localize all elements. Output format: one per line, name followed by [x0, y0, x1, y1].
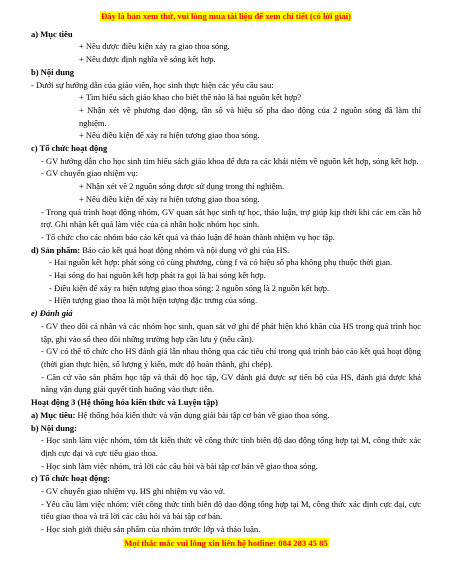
paragraph-text: + Nêu điều kiện để xảy ra hiện tượng giao thoa sóng.	[79, 193, 260, 204]
paragraph-text: - GV có thể tổ chức cho HS đánh giá lẫn nhau thông qua các tiêu chí trong quá trình báo cáo kết quả hoạt động (thời gian thực hiện, số lượng ý kiến, mức độ hoàn thành, ghi chép).	[41, 346, 421, 369]
document-body	[31, 28, 421, 536]
document-paragraph	[31, 40, 421, 53]
paragraph-text: b) Nội dung	[31, 66, 74, 77]
document-page	[31, 10, 421, 550]
paragraph-text: Hoạt động 3 (Hệ thống hóa kiến thức và Luyện tập)	[31, 397, 218, 408]
document-paragraph	[31, 193, 421, 206]
paragraph-text: - Hai nguồn kết hợp: phát sóng có cùng phương, cùng f và có hiệu số pha không phụ thuộc thời gian.	[49, 257, 393, 268]
paragraph-text: + Nhận xét về phương dao động, tần số và hiệu số pha dao động của 2 nguồn sóng đã làm thí nghiệm.	[79, 104, 421, 128]
paragraph-text: c) Tổ chức hoạt động:	[31, 473, 111, 484]
paragraph-text: - Điều kiện để xảy ra hiện tượng giao thoa sóng: 2 nguồn sóng là 2 nguồn kết hợp.	[49, 282, 330, 293]
paragraph-text: - Dưới sự hướng dẫn của giáo viên, học sinh thực hiện các yêu cầu sau:	[31, 79, 274, 90]
document-paragraph	[31, 53, 421, 66]
document-paragraph	[31, 91, 421, 104]
document-paragraph	[31, 422, 421, 435]
document-paragraph	[31, 434, 421, 459]
document-paragraph	[31, 28, 421, 41]
document-paragraph	[31, 142, 421, 155]
document-paragraph	[31, 66, 421, 79]
document-paragraph	[31, 206, 421, 231]
paragraph-text: Hệ thống hóa kiến thức và vận dụng giải bài tập cơ bản về giao thoa sóng.	[75, 409, 330, 420]
paragraph-text: - GV theo dõi cá nhân và các nhóm học sinh, quan sát vở ghi để phát hiện khó khăn của HS trong quá trình học tập, ghi vào sổ theo dõi những trường hợp cần lưu ý (nếu cần).	[41, 320, 421, 344]
document-paragraph	[31, 167, 421, 180]
paragraph-text: - Hiện tượng giao thoa là một hiện tượng đặc trưng của sóng.	[49, 295, 258, 306]
document-paragraph	[31, 345, 421, 370]
paragraph-text: Báo cáo kết quả hoạt động nhóm và nội dung vở ghi của HS.	[80, 244, 290, 255]
paragraph-text: - Học sinh làm việc nhóm, tóm tắt kiến thức về công thức tính biên độ dao động tổng hợp tại M, công thức xác định cực đại và cực tiểu giao thoa.	[41, 435, 421, 458]
document-paragraph	[31, 244, 421, 257]
hotline-footer	[31, 537, 421, 550]
document-paragraph	[31, 180, 421, 193]
document-paragraph	[31, 79, 421, 92]
paragraph-text: - Căn cứ vào sản phẩm học tập và thái độ học tập, GV đánh giá được sự tiến bộ của HS, đánh giá được khả năng vận dụng giải quyết tình huống vào thực tiễn.	[41, 371, 421, 395]
paragraph-text: + Tìm hiểu sách giáo khao cho biết thế nào là hai nguồn kết hợp?	[79, 92, 302, 103]
document-paragraph	[31, 307, 421, 320]
paragraph-text: - Yêu cầu làm việc nhóm: viết công thức tính biên độ dao động tổng hợp tại M, công thức xác định cực đại, cực tiểu giao thoa và trả lời các câu hỏi và bài tập cơ bản.	[41, 498, 421, 522]
paragraph-text: + Nêu điều kiện để xảy ra hiện tượng giao thoa sóng.	[79, 130, 260, 141]
paragraph-text: + Nêu được định nghĩa về sóng kết hợp.	[79, 54, 216, 65]
paragraph-text: + Nhận xét về 2 nguồn sóng được sử dụng trong thí nghiệm.	[79, 181, 285, 192]
paragraph-text: b) Nội dung:	[31, 422, 77, 433]
paragraph-text: - Hai sóng do hai nguồn kết hợp phát ra gọi là hai sóng kết hợp.	[49, 270, 266, 281]
document-paragraph	[31, 269, 421, 282]
document-paragraph	[31, 104, 421, 129]
preview-banner-text: Đây là bản xem thử, vui lòng mua tài liệu để xem chi tiết (có lời giải)	[101, 11, 351, 21]
document-paragraph	[31, 485, 421, 498]
document-paragraph	[31, 155, 421, 168]
paragraph-heading: d) Sản phẩm:	[31, 244, 81, 255]
preview-banner	[31, 10, 421, 23]
document-paragraph	[31, 129, 421, 142]
document-paragraph	[31, 396, 421, 409]
document-paragraph	[31, 460, 421, 473]
paragraph-heading: a) Mục tiêu:	[31, 409, 76, 420]
document-paragraph	[31, 472, 421, 485]
paragraph-text: - Tổ chức cho các nhóm báo cáo kết quả và thảo luận để hoàn thành nhiệm vụ học tập.	[41, 231, 335, 242]
document-paragraph	[31, 320, 421, 345]
paragraph-text: - Học sinh làm việc nhóm, trả lời các câu hỏi và bài tập cơ bản về giao thoa sóng.	[41, 460, 318, 471]
paragraph-text: a) Mục tiêu	[31, 28, 73, 39]
paragraph-text: c) Tổ chức hoạt động	[31, 143, 108, 154]
paragraph-text: - Trong quá trình hoạt động nhóm, GV quan sát học sinh tự học, thảo luận, trợ giúp kịp thời khi các em cần hỗ trợ. Ghi nhận kết quả làm việc của cá nhân hoặc nhóm học sinh.	[41, 206, 421, 230]
paragraph-text: - GV chuyển giao nhiệm vụ:	[41, 168, 138, 179]
paragraph-text: e) Đánh giá	[31, 308, 73, 319]
paragraph-text: + Nêu được điều kiện xảy ra giao thoa sóng.	[79, 41, 230, 52]
hotline-text: Mọi thắc mắc vui lòng xin liên hệ hotline: 084 283 45 85	[124, 537, 328, 548]
paragraph-text: - GV hướng dẫn cho học sinh tìm hiểu sách giáo khoa để đưa ra các khái niệm về nguồn kết hợp, sóng kết hợp.	[41, 155, 419, 166]
document-paragraph	[31, 282, 421, 295]
paragraph-text: - Học sinh giới thiệu sản phẩm của nhóm trước lớp và thảo luận.	[41, 524, 261, 535]
document-paragraph	[31, 231, 421, 244]
document-paragraph	[31, 409, 421, 422]
paragraph-text: - GV chuyển giao nhiệm vụ. HS ghi nhiệm vụ vào vở.	[41, 486, 225, 497]
document-paragraph	[31, 523, 421, 536]
document-paragraph	[31, 371, 421, 396]
document-paragraph	[31, 498, 421, 523]
document-paragraph	[31, 256, 421, 269]
document-paragraph	[31, 294, 421, 307]
